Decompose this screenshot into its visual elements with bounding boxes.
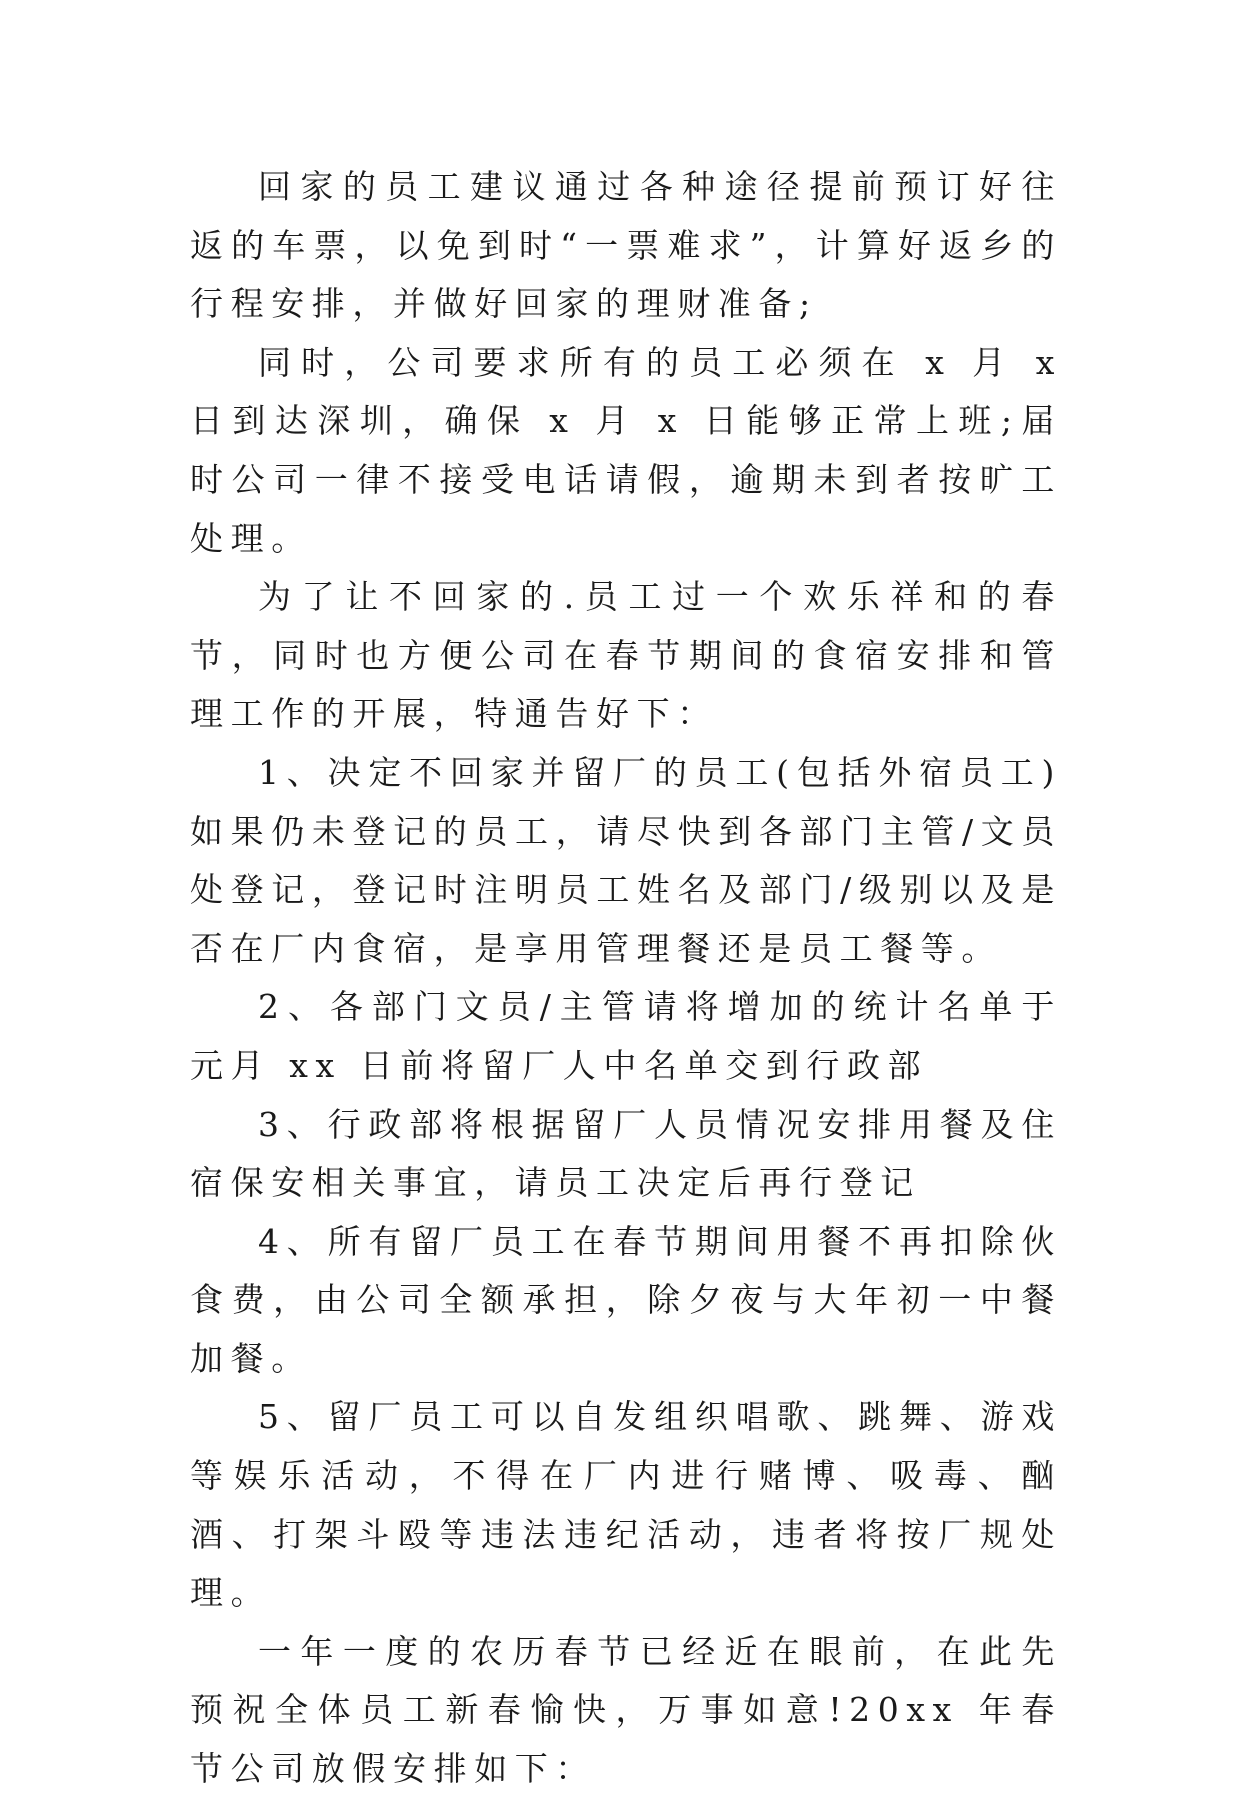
list-item-meal-lodging-arrangement: 3、行政部将根据留厂人员情况安排用餐及住宿保安相关事宜，请员工决定后再行登记 [190, 1104, 1062, 1203]
list-item-activity-rules: 5、留厂员工可以自发组织唱歌、跳舞、游戏等娱乐活动，不得在厂内进行赌博、吸毒、酗酒、打架斗殴等违法违纪活动，违者将按厂规处理。 [190, 1397, 1062, 1613]
document-body [190, 158, 1062, 1799]
paragraph-new-year-greeting: 一年一度的农历春节已经近在眼前，在此先预祝全体员工新春愉快，万事如意!20xx 年春节公司放假安排如下： [190, 1631, 1062, 1789]
paragraph-return-home-tickets: 回家的员工建议通过各种途径提前预订好往返的车票，以免到时“一票难求”，计算好返乡的行程安排，并做好回家的理财准备; [190, 167, 1062, 324]
list-item-registration: 1、决定不回家并留厂的员工(包括外宿员工)如果仍未登记的员工，请尽快到各部门主管/文员处登记，登记时注明员工姓名及部门/级别以及是否在厂内食宿，是享用管理餐还是员工餐等。 [190, 752, 1062, 968]
list-item-name-list-submission: 2、各部门文员/主管请将增加的统计名单于元月 xx 日前将留厂人中名单交到行政部 [190, 987, 1062, 1085]
paragraph-notice-intro: 为了让不回家的.员工过一个欢乐祥和的春节，同时也方便公司在春节期间的食宿安排和管理工作的开展，特通告好下： [190, 577, 1062, 734]
list-item-meal-fee: 4、所有留厂员工在春节期间用餐不再扣除伙食费，由公司全额承担，除夕夜与大年初一中餐加餐。 [190, 1221, 1062, 1378]
paragraph-return-deadline: 同时，公司要求所有的员工必须在 x 月 x 日到达深圳，确保 x 月 x 日能够正常上班;届时公司一律不接受电话请假，逾期未到者按旷工处理。 [190, 342, 1062, 558]
